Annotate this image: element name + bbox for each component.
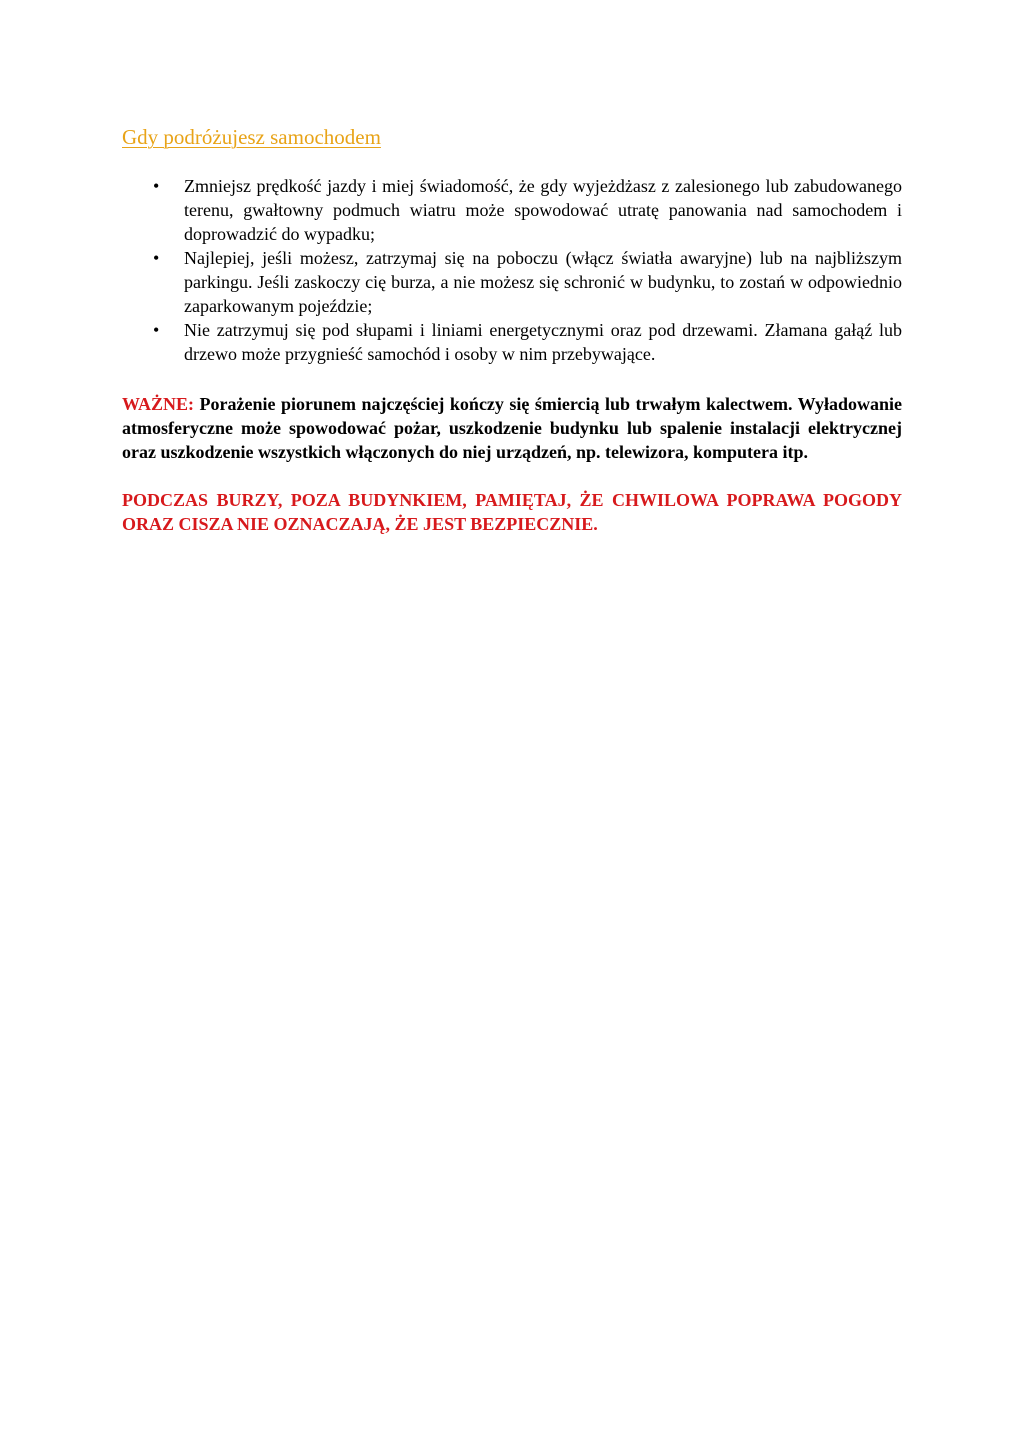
bullet-icon: • xyxy=(153,320,160,340)
section-heading: Gdy podróżujesz samochodem xyxy=(122,125,381,149)
list-item xyxy=(153,246,902,318)
important-label: WAŻNE: xyxy=(122,394,195,414)
list-item xyxy=(153,318,902,366)
important-note xyxy=(122,392,902,464)
list-item-text: Zmniejsz prędkość jazdy i miej świadomość, że gdy wyjeżdżasz z zalesionego lub zabudowanego terenu, gwałtowny podmuch wiatru może spowodować utratę panowania nad samochodem i doprowadzić do wypadku; xyxy=(184,176,902,244)
bullet-icon: • xyxy=(153,176,160,196)
bullet-icon: • xyxy=(153,248,160,268)
storm-warning: PODCZAS BURZY, POZA BUDYNKIEM, PAMIĘTAJ, ŻE CHWILOWA POPRAWA POGODY ORAZ CISZA NIE OZNACZAJĄ, ŻE JEST BEZPIECZNIE. xyxy=(122,490,902,534)
list-item-text: Nie zatrzymuj się pod słupami i liniami energetycznymi oraz pod drzewami. Złamana gałąź lub drzewo może przygnieść samochód i osoby w nim przebywające. xyxy=(184,320,902,364)
advice-list xyxy=(122,174,902,366)
important-text: Porażenie piorunem najczęściej kończy się śmiercią lub trwałym kalectwem. Wyładowanie atmosferyczne może spowodować pożar, uszkodzenie budynku lub spalenie instalacji elektrycznej oraz uszkodzenie wszystkich włączonych do niej urządzeń, np. telewizora, komputera itp. xyxy=(122,394,903,462)
list-item-text: Najlepiej, jeśli możesz, zatrzymaj się na poboczu (włącz światła awaryjne) lub na najbliższym parkingu. Jeśli zaskoczy cię burza, a nie możesz się schronić w budynku, to zostań w odpowiednio zaparkowanym pojeździe; xyxy=(184,248,902,316)
list-item xyxy=(153,174,902,246)
document-page xyxy=(122,122,902,554)
